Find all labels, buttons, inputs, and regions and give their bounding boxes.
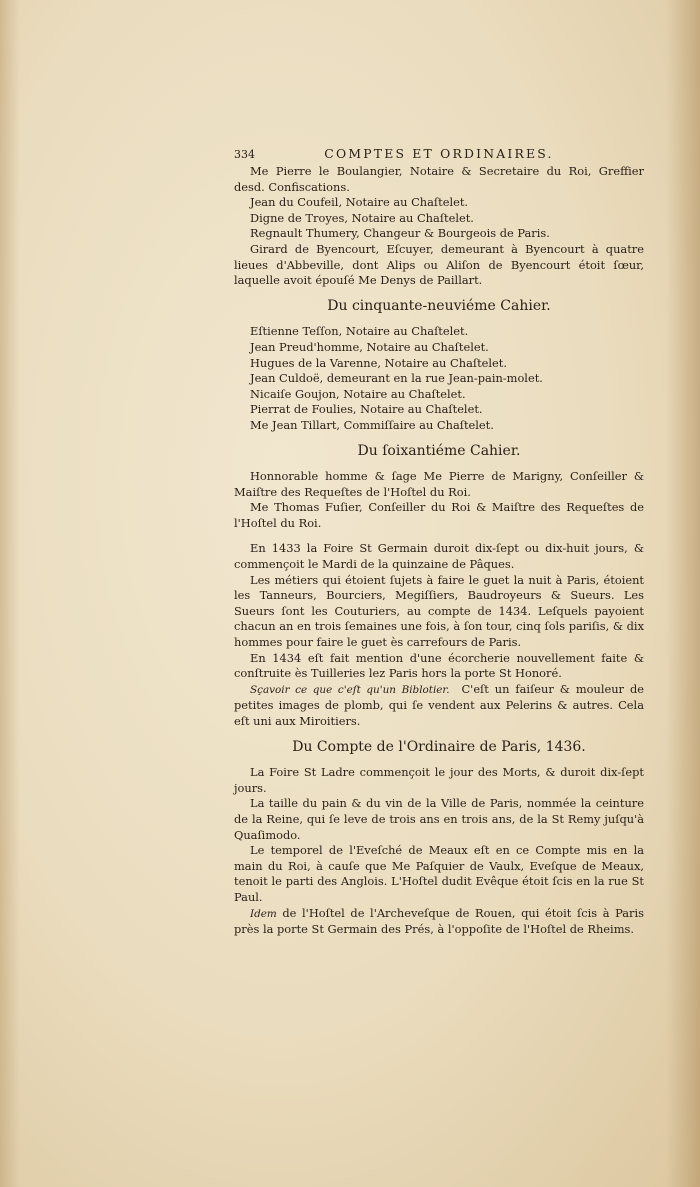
list-item: Eſtienne Teſſon, Notaire au Chaſtelet. [250, 324, 469, 339]
italic-lead: Sçavoir ce que c'eſt qu'un Biblotier. [250, 683, 450, 696]
page-number: 334 [234, 148, 255, 161]
paragraph-rest: de l'Hoſtel de l'Archeveſque de Rouen, qui étoit ſcis à Paris près la porte St Germain des Prés, à l'oppoſite de l'Hoſtel de Rheims. [234, 905, 644, 937]
list-item: Hugues de la Varenne, Notaire au Chaſtelet. [250, 355, 507, 370]
section-60-body [234, 469, 644, 730]
paragraph [234, 682, 644, 730]
list-item: Jean Culdoë, demeurant en la rue Jean-pain-molet. [250, 371, 543, 386]
italic-lead: Idem [250, 907, 277, 920]
paragraph: En 1434 eſt fait mention d'une écorcherie nouvellement faite & conſtruite ès Tuilleries lez Paris hors la porte St Honoré. [234, 650, 644, 681]
paragraph: Me Pierre le Boulangier, Notaire & Secretaire du Roi, Greffier desd. Confiscations. [234, 164, 644, 194]
page-text [234, 146, 644, 938]
paragraph: Digne de Troyes, Notaire au Chaſtelet. [250, 210, 474, 225]
paragraph: Me Thomas Fuſier, Conſeiller du Roi & Maiſtre des Requeſtes de l'Hoſtel du Roi. [234, 500, 644, 530]
list-item: Me Jean Tillart, Commiſſaire au Chaſtelet. [250, 417, 494, 432]
list-item: Nicaiſe Goujon, Notaire au Chaſtelet. [250, 386, 466, 401]
section-1436-body [234, 765, 644, 938]
paragraph: La taille du pain & du vin de la Ville de Paris, nommée la ceinture de la Reine, qui ſe leve de trois ans en trois ans, de la St Remy juſqu'à Quaſimodo. [234, 796, 644, 842]
paragraph: Le temporel de l'Eveſché de Meaux eſt en ce Compte mis en la main du Roi, à cauſe que Me Paſquier de Vaulx, Eveſque de Meaux, tenoit le parti des Anglois. L'Hoſtel dudit Evêque étoit ſcis en la rue St Paul. [234, 843, 644, 904]
paragraph: Regnault Thumery, Changeur & Bourgeois de Paris. [250, 226, 550, 241]
paragraph: Honnorable homme & ſage Me Pierre de Marigny, Conſeiller & Maiſtre des Requeſtes de l'Hoſtel du Roi. [234, 469, 644, 499]
paragraph: Jean du Coufeil, Notaire au Chaſtelet. [250, 195, 469, 210]
running-header: COMPTES ET ORDINAIRES. [324, 146, 554, 161]
list-item: Jean Preud'homme, Notaire au Chaſtelet. [250, 339, 489, 354]
name-list [234, 324, 644, 433]
paragraph: La Foire St Ladre commençoit le jour des Morts, & duroit dix-ſept jours. [234, 765, 644, 795]
section-heading: Du cinquante-neuviéme Cahier. [327, 297, 551, 314]
section-heading: Du Compte de l'Ordinaire de Paris, 1436. [292, 738, 586, 755]
paragraph: Les métiers qui étoient ſujets à faire le guet la nuit à Paris, étoient les Tanneurs, Bourciers, Megiſſiers, Baudroyeurs & Sueurs. Les Sueurs ſont les Couturiers, au compte de 1434. Leſquels payoient chacun an en trois ſemaines une fois, à ſon tour, cinq ſols pariſis, & dix hommes pour faire le guet ès carrefours de Paris. [234, 572, 644, 650]
section-heading: Du ſoixantiéme Cahier. [357, 442, 521, 459]
list-item: Pierrat de Foulies, Notaire au Chaſtelet. [250, 402, 483, 417]
paragraph: Girard de Byencourt, Eſcuyer, demeurant à Byencourt à quatre lieues d'Abbeville, dont Alips ou Aliſon de Byencourt étoit ſœur, laquelle avoit épouſé Me Denys de Paillart. [234, 241, 644, 288]
paragraph [234, 906, 644, 938]
paragraph: En 1433 la Foire St Germain duroit dix-ſept ou dix-huit jours, & commençoit le Mardi de la quinzaine de Pâques. [234, 541, 644, 572]
paragraph-rest: C'eſt un faiſeur & mouleur de petites images de plomb, qui ſe vendent aux Pelerins & autres. Cela eſt uni aux Miroitiers. [234, 681, 644, 728]
page-header [234, 146, 644, 164]
intro-block [234, 164, 644, 289]
